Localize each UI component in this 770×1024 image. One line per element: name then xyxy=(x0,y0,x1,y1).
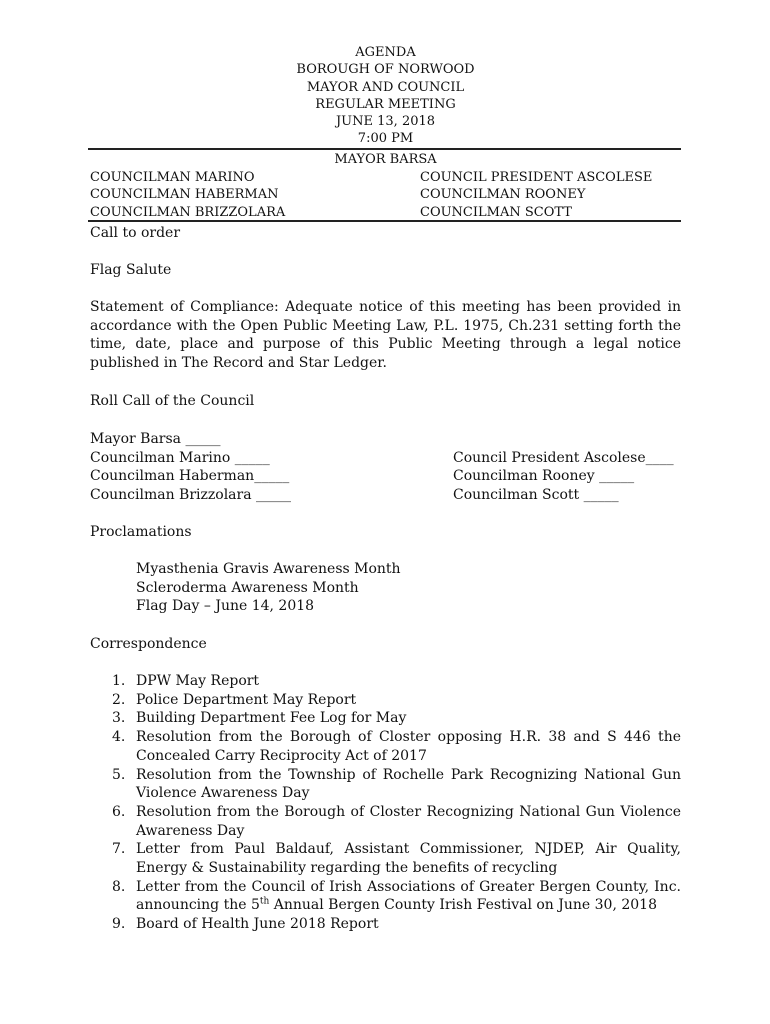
list-item xyxy=(90,803,681,840)
item-number: 9. xyxy=(112,916,126,933)
council-member: COUNCILMAN BRIZZOLARA xyxy=(90,204,286,220)
header-body: MAYOR AND COUNCIL xyxy=(306,79,465,95)
item-text-before: Letter from the Council of Irish Associations of Greater Bergen County, Inc. announcing the 5 xyxy=(136,878,681,914)
item-text: Resolution from the Borough of Closter Recognizing National Gun Violence Awareness Day xyxy=(136,803,681,839)
item-number: 2. xyxy=(112,691,126,708)
list-item xyxy=(90,691,681,710)
proclamations-list xyxy=(136,560,401,616)
roll-call-entry: Councilman Rooney _____ xyxy=(453,468,635,485)
mayor-name: MAYOR BARSA xyxy=(334,152,437,167)
council-member: COUNCILMAN HABERMAN xyxy=(90,187,279,203)
proclamation-item: Scleroderma Awareness Month xyxy=(136,579,359,596)
header-date: JUNE 13, 2018 xyxy=(335,114,436,130)
roll-call-entry: Councilman Brizzolara _____ xyxy=(90,487,292,504)
roll-call-left xyxy=(90,430,291,505)
item-text: Building Department Fee Log for May xyxy=(136,710,407,727)
roll-call-entry: Council President Ascolese____ xyxy=(453,449,674,466)
item-text-after: Annual Bergen County Irish Festival on June 30, 2018 xyxy=(269,897,657,914)
call-to-order: Call to order xyxy=(90,225,181,241)
item-text: Resolution from the Borough of Closter opposing H.R. 38 and S 446 the Concealed Carry Reciprocity Act of 2017 xyxy=(136,729,681,764)
agenda-header xyxy=(90,44,681,148)
roll-call-entry: Councilman Scott _____ xyxy=(453,487,619,504)
item-number: 7. xyxy=(112,841,126,858)
header-borough: BOROUGH OF NORWOOD xyxy=(296,62,475,78)
header-title: AGENDA xyxy=(355,45,416,60)
item-text: DPW May Report xyxy=(136,673,260,689)
council-member: COUNCILMAN SCOTT xyxy=(420,204,572,220)
item-number: 3. xyxy=(112,710,126,727)
item-text: Resolution from the Township of Rochelle Park Recognizing National Gun Violence Awareness Day xyxy=(136,766,681,802)
list-item xyxy=(90,878,681,915)
header-time: 7:00 PM xyxy=(357,131,414,147)
item-text: Letter from Paul Baldauf, Assistant Commissioner, NJDEP, Air Quality, Energy & Sustainability regarding the benefits of recycling xyxy=(136,841,681,877)
roll-call-entry: Councilman Haberman_____ xyxy=(90,468,290,485)
statement-of-compliance: Statement of Compliance: Adequate notice of this meeting has been provided in accordance with the Open Public Meeting Law, P.L. 1975, Ch.231 setting forth the time, date, place and purpose of this Public Meeting through a legal notice published in The Record and Star Ledger. xyxy=(90,299,681,372)
header-divider-top xyxy=(88,148,681,150)
roll-call-heading: Roll Call of the Council xyxy=(90,393,255,409)
roll-call-entry: Mayor Barsa _____ xyxy=(90,431,221,447)
item-text: Police Department May Report xyxy=(136,691,357,708)
council-member: COUNCILMAN ROONEY xyxy=(420,187,586,203)
list-item xyxy=(90,672,681,691)
proclamation-item: Myasthenia Gravis Awareness Month xyxy=(136,561,401,577)
header-divider-bottom xyxy=(88,220,681,222)
council-member: COUNCILMAN MARINO xyxy=(90,170,255,185)
flag-salute: Flag Salute xyxy=(90,262,172,278)
item-text: Board of Health June 2018 Report xyxy=(136,916,379,933)
council-list-left xyxy=(90,169,285,221)
roll-call-right xyxy=(453,449,674,505)
item-number: 6. xyxy=(112,803,126,820)
item-number: 5. xyxy=(112,766,126,783)
list-item xyxy=(90,709,681,728)
header-meeting-type: REGULAR MEETING xyxy=(315,96,456,112)
item-number: 1. xyxy=(112,673,126,689)
correspondence-list xyxy=(90,672,681,934)
council-list-right xyxy=(420,169,652,221)
proclamation-item: Flag Day – June 14, 2018 xyxy=(136,598,315,615)
item-number: 4. xyxy=(112,729,126,746)
council-member: COUNCIL PRESIDENT ASCOLESE xyxy=(420,170,653,185)
roll-call-entry: Councilman Marino _____ xyxy=(90,449,270,466)
list-item xyxy=(90,728,681,765)
item-number: 8. xyxy=(112,878,126,895)
ordinal-suffix: th xyxy=(259,896,270,907)
list-item xyxy=(90,766,681,803)
list-item xyxy=(90,915,681,934)
correspondence-heading: Correspondence xyxy=(90,636,207,652)
proclamations-heading: Proclamations xyxy=(90,524,192,540)
list-item xyxy=(90,840,681,877)
